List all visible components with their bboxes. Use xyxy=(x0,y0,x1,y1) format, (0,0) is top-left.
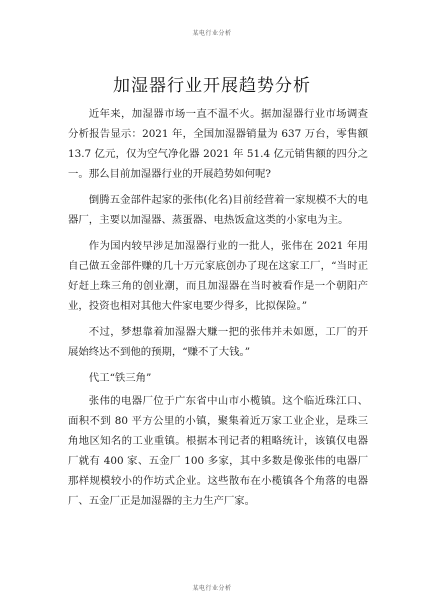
paragraph-factory-founding: 作为国内较早涉足加湿器行业的一批人，张伟在 2021 年用自己做五金部件赚的几十万元家底创办了现在这家工厂，“当时正好赶上珠三角的创业潮，而且加湿器在当时被看作是一个朝阳产业，投资也相对其他大件家电要少得多，比拟保险。” xyxy=(68,240,368,312)
section-subheading: 代工“铁三角” xyxy=(88,372,152,384)
paragraph-zhangwei-background: 倒腾五金部件起家的张伟(化名)目前经营着一家规模不大的电器厂，主要以加湿器、蒸蛋器、电热饭盒这类的小家电为主。 xyxy=(68,194,368,226)
paragraph-intro: 近年来，加湿器市场一直不温不火。据加湿器行业市场调查分析报告显示：2021 年，全国加湿器销量为 637 万台，零售额 13.7 亿元，仅为空气净化器 2021 年 51.4 亿元销售额的四分之一。那么目前加湿器行业的开展趋势如何呢? xyxy=(68,108,368,180)
paragraph-unfulfilled-dream: 不过，梦想靠着加湿器大赚一把的张伟并未如愿，工厂的开展始终达不到他的预期，“赚不了大钱。” xyxy=(68,326,368,358)
page-footer-note: 某电行业分析 xyxy=(192,585,232,592)
document-body xyxy=(68,104,368,517)
paragraph-xiaolan-town: 张伟的电器厂位于广东省中山市小榄镇。这个临近珠江口、面积不到 80 平方公里的小镇，聚集着近万家工业企业，是珠三角地区知名的工业重镇。根据本刊记者的粗略统计，该镇仅电器厂就有 400 家、五金厂 100 多家，其中多数是像张伟的电器厂那样规模较小的作坊式企业。这些散布在小榄镇各个角落的电器厂、五金厂正是加湿器的主力生产厂家。 xyxy=(68,395,368,507)
document-title: 加湿器行业开展趋势分析 xyxy=(113,76,311,97)
page-header-note: 某电行业分析 xyxy=(192,30,232,37)
